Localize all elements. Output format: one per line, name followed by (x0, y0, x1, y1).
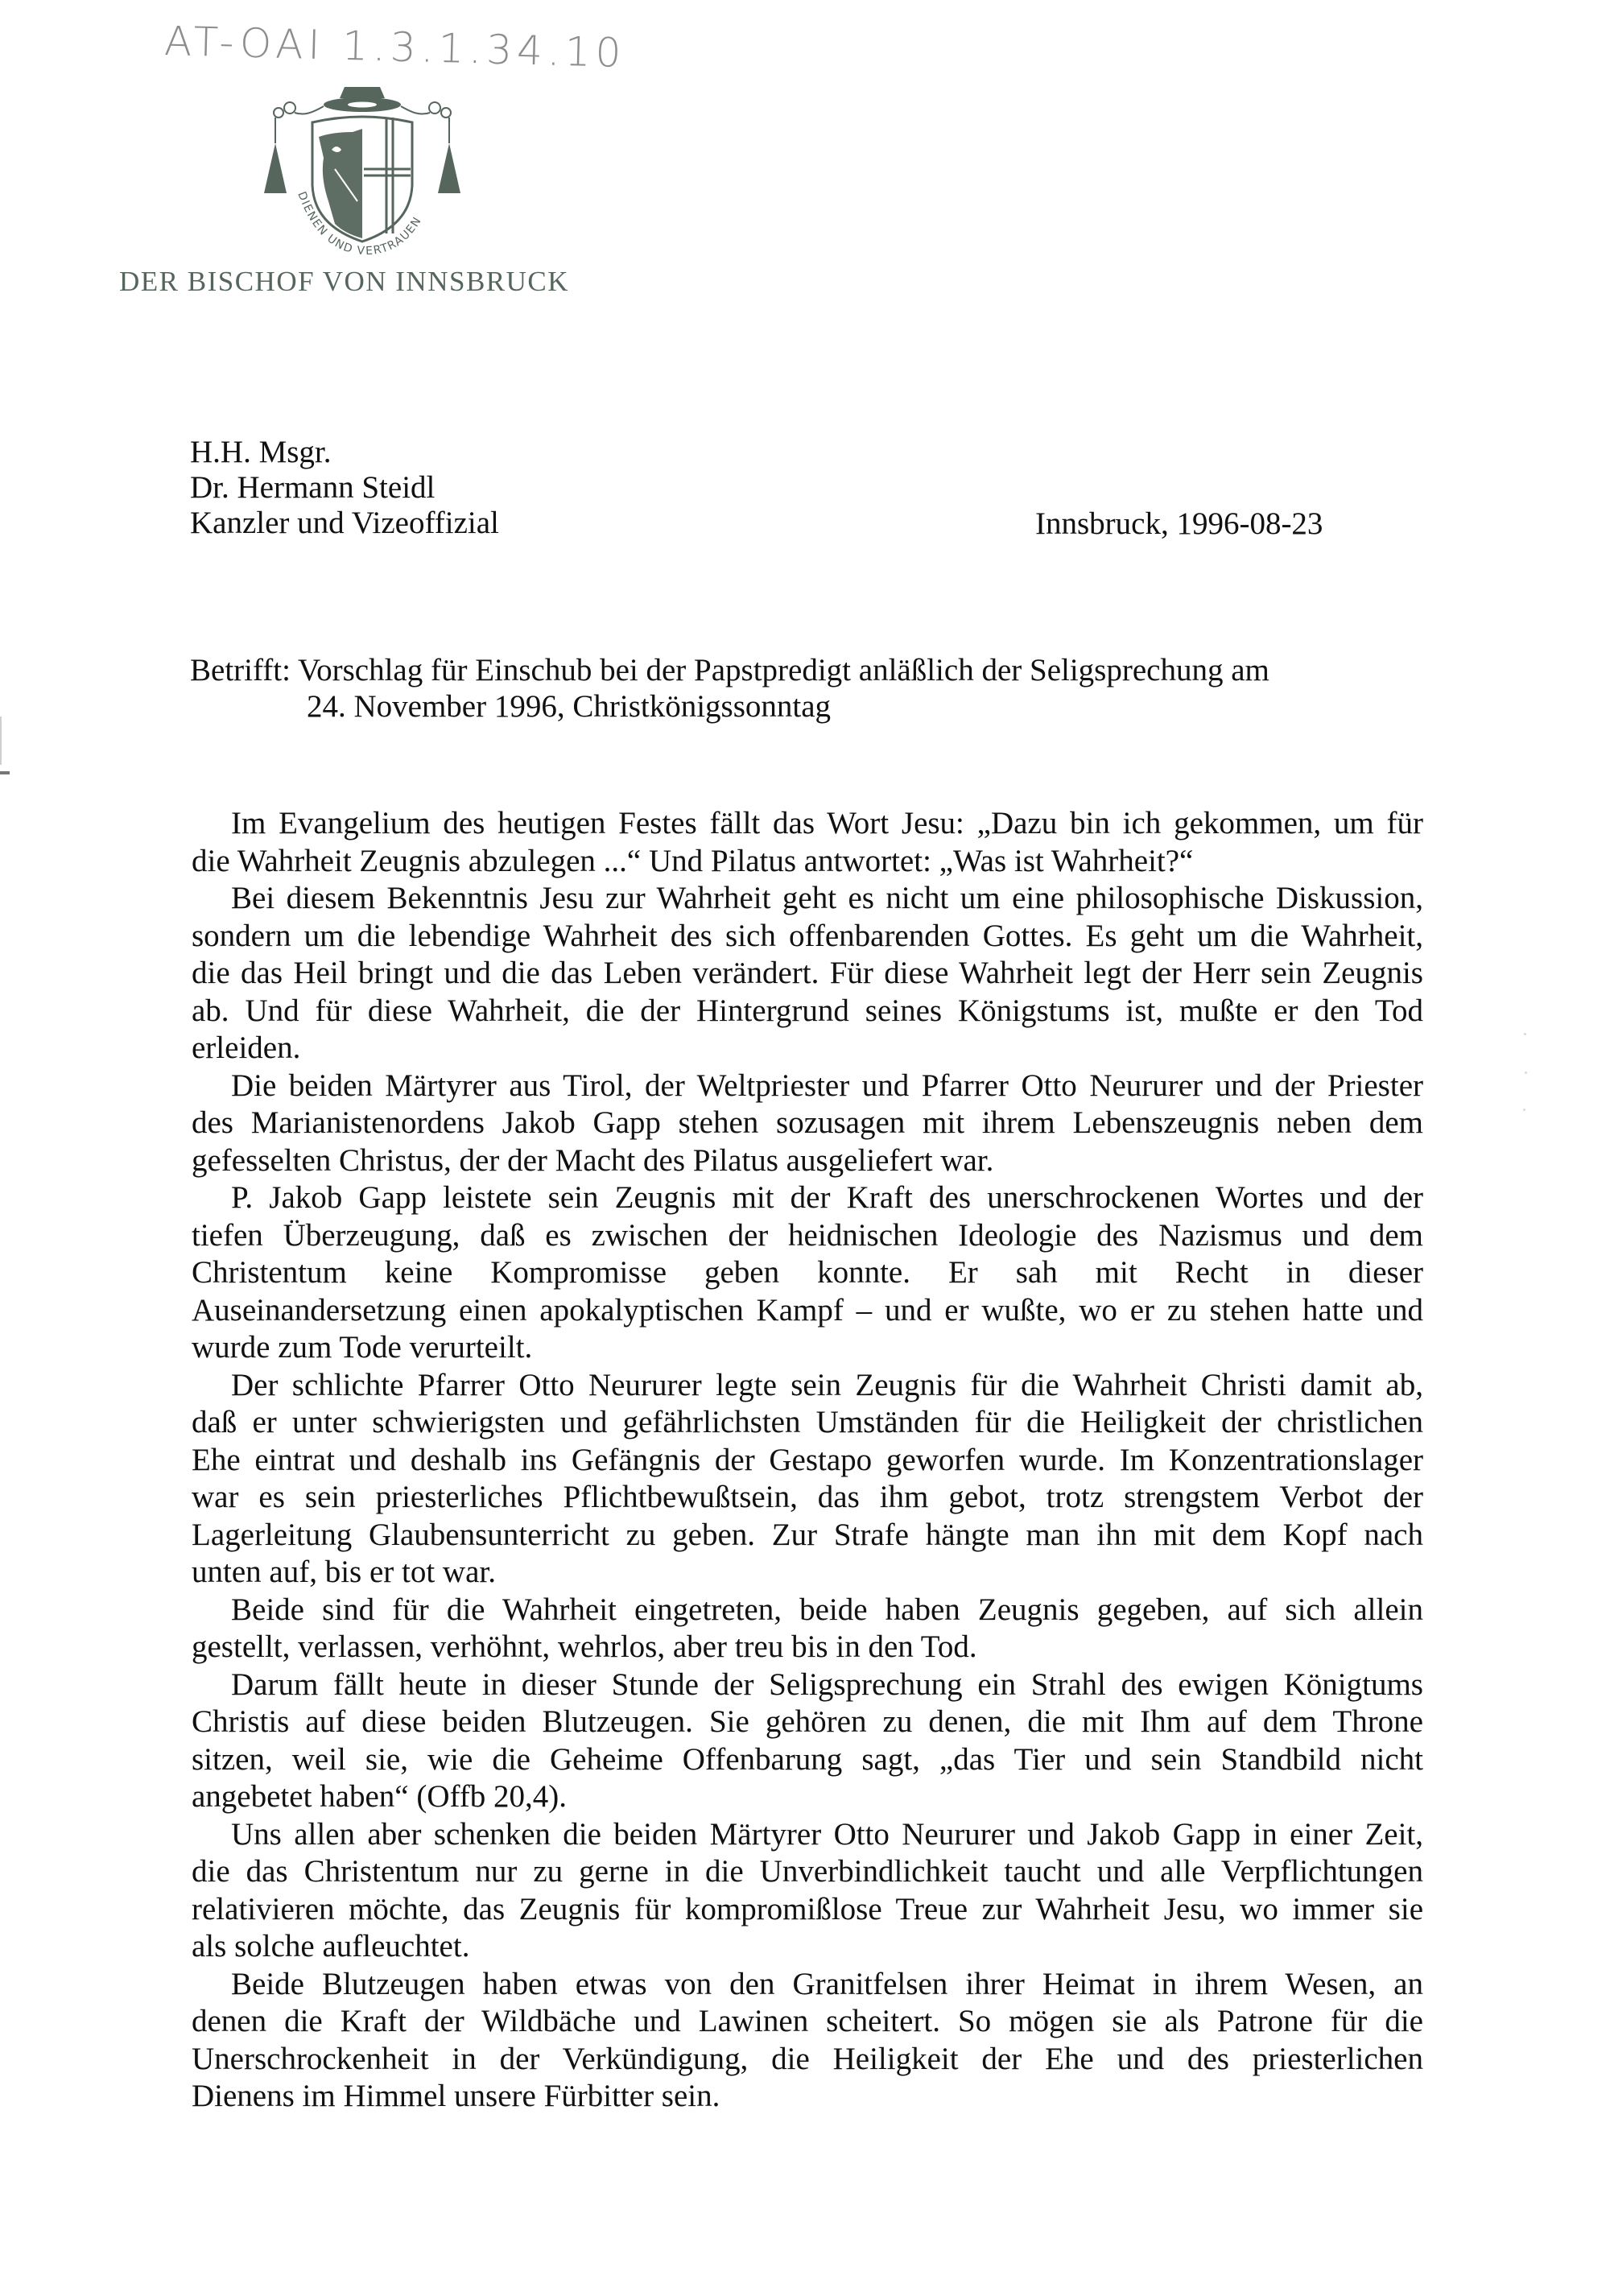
subject-line-2: 24. November 1996, Christkönigssonntag (307, 689, 832, 724)
body-line: erleiden. (192, 1030, 301, 1065)
archive-reference-handwritten: AT-OAI 1.3.1.34.10 (163, 18, 627, 76)
body-line: Darum fällt heute in dieser Stunde der Seligsprechung ein Strahl des ewigen Königtums (231, 1666, 1423, 1702)
subject-line-1: Vorschlag für Einschub bei der Papstpredigt anläßlich der Seligsprechung am (297, 653, 1269, 688)
body-line: die Wahrheit Zeugnis abzulegen ...“ Und Pilatus antwortet: „Was ist Wahrheit?“ (192, 843, 1194, 878)
body-paragraph (192, 1179, 1423, 1367)
body-line: Der schlichte Pfarrer Otto Neururer legte sein Zeugnis für die Wahrheit Christi damit ab, (231, 1367, 1423, 1402)
body-line: Unerschrockenheit in der Verkündigung, die Heiligkeit der Ehe und des priesterlichen (192, 2041, 1423, 2076)
body-line: wurde zum Tode verurteilt. (192, 1330, 533, 1365)
subject-label: Betrifft: (190, 653, 291, 688)
body-line: die das Heil bringt und die das Leben verändert. Für diese Wahrheit legt der Herr sein Zeugnis (192, 956, 1423, 990)
body-line: Beide Blutzeugen haben etwas von den Granitfelsen ihrer Heimat in ihrem Wesen, an (231, 1966, 1423, 2001)
body-line: sitzen, weil sie, wie die Geheime Offenbarung sagt, „das Tier und sein Standbild nicht (192, 1741, 1423, 1777)
body-line: Dienens im Himmel unsere Fürbitter sein. (192, 2079, 720, 2113)
body-line: Im Evangelium des heutigen Festes fällt das Wort Jesu: „Dazu bin ich gekommen, um für (231, 806, 1423, 840)
body-line: tiefen Überzeugung, daß es zwischen der heidnischen Ideologie des Nazismus und dem (192, 1217, 1423, 1253)
scan-edge-mark (0, 716, 2, 765)
body-line: Christentum keine Kompromisse geben konnte. Er sah mit Recht in dieser (192, 1255, 1423, 1290)
body-line: gestellt, verlassen, verhöhnt, wehrlos, aber treu bis in den Tod. (192, 1629, 977, 1664)
coat-of-arms-icon (232, 81, 489, 258)
body-line: P. Jakob Gapp leistete sein Zeugnis mit der Kraft des unerschrockenen Wortes und der (231, 1180, 1423, 1215)
body-line: Bei diesem Bekenntnis Jesu zur Wahrheit geht es nicht um eine philosophische Diskussion, (231, 881, 1423, 915)
body-line: Auseinandersetzung einen apokalyptischen Kampf – und er wußte, wo er zu stehen hatte und (192, 1292, 1423, 1328)
recipient-line: Kanzler und Vizeoffizial (190, 506, 499, 540)
letterhead-title: DER BISCHOF VON INNSBRUCK (119, 266, 570, 297)
scan-speck (1524, 1033, 1526, 1035)
body-line: denen die Kraft der Wildbäche und Lawinen scheitert. So mögen sie als Patrone für die (192, 2004, 1423, 2038)
body-line: war es sein priesterliches Pflichtbewußtsein, das ihm gebot, trotz strengstem Verbot der (192, 1480, 1423, 1514)
body-line: Uns allen aber schenken die beiden Märtyrer Otto Neururer und Jakob Gapp in einer Zeit, (231, 1816, 1423, 1852)
recipient-line: H.H. Msgr. (190, 435, 332, 469)
body-paragraph (192, 1666, 1423, 1816)
body-paragraph (192, 805, 1423, 880)
body-line: des Marianistenordens Jakob Gapp stehen sozusagen mit ihrem Lebenszeugnis neben dem (192, 1105, 1423, 1140)
fold-mark (0, 771, 10, 774)
body-paragraph (192, 1367, 1423, 1592)
body-line: gefesselten Christus, der der Macht des Pilatus ausgeliefert war. (192, 1142, 994, 1178)
scan-speck (1523, 1109, 1525, 1111)
place-and-date: Innsbruck, 1996-08-23 (1035, 506, 1323, 541)
body-paragraph (192, 1067, 1423, 1180)
body-line: ab. Und für diese Wahrheit, die der Hintergrund seines Königstums ist, mußte er den Tod (192, 993, 1423, 1028)
body-paragraph (192, 1592, 1423, 1666)
body-paragraph (192, 1966, 1423, 2116)
coat-of-arms-motto: DIENEN UND VERTRAUEN (295, 189, 425, 258)
body-line: Lagerleitung Glaubensunterricht zu geben. Zur Strafe hängte man ihn mit dem Kopf nach (192, 1517, 1423, 1552)
body-line: als solche aufleuchtet. (192, 1929, 470, 1964)
body-paragraph (192, 880, 1423, 1067)
scan-speck (1525, 1072, 1527, 1074)
body-line: Beide sind für die Wahrheit eingetreten, beide haben Zeugnis gegeben, auf sich allein (231, 1592, 1423, 1627)
body-line: daß er unter schwierigsten und gefährlichsten Umständen für die Heiligkeit der christlichen (192, 1405, 1423, 1439)
body-paragraph (192, 1816, 1423, 1966)
recipient-address (190, 435, 499, 541)
body-line: angebetet haben“ (Offb 20,4). (192, 1779, 568, 1814)
subject-block (190, 652, 1269, 725)
body-line: Ehe eintrat und deshalb ins Gefängnis der Gestapo geworfen wurde. Im Konzentrationslager (192, 1442, 1423, 1477)
recipient-line: Dr. Hermann Steidl (190, 470, 436, 505)
letter-body (192, 805, 1423, 2116)
body-line: Die beiden Märtyrer aus Tirol, der Weltpriester und Pfarrer Otto Neururer und der Priester (231, 1067, 1423, 1103)
body-line: unten auf, bis er tot war. (192, 1555, 496, 1589)
body-line: Christis auf diese beiden Blutzeugen. Sie gehören zu denen, die mit Ihm auf dem Throne (192, 1704, 1423, 1739)
body-line: sondern um die lebendige Wahrheit des sich offenbarenden Gottes. Es geht um die Wahrheit, (192, 918, 1423, 953)
body-line: relativieren möchte, das Zeugnis für kompromißlose Treue zur Wahrheit Jesu, wo immer sie (192, 1891, 1423, 1926)
body-line: die das Christentum nur zu gerne in die Unverbindlichkeit taucht und alle Verpflichtungen (192, 1854, 1423, 1889)
